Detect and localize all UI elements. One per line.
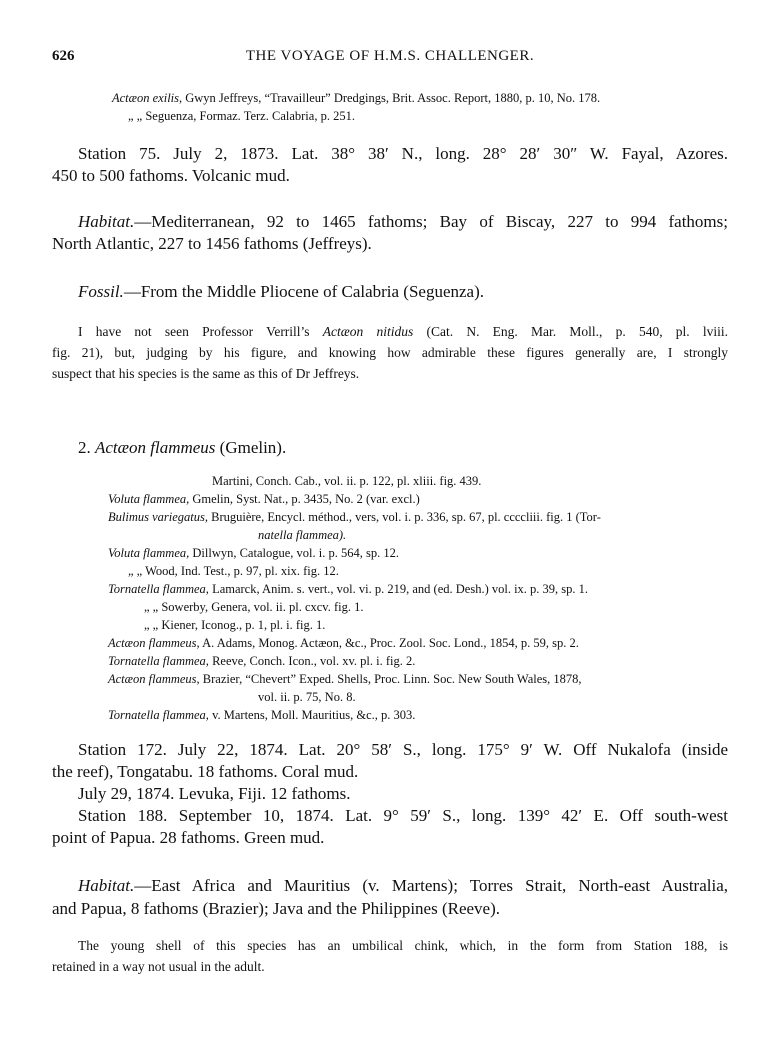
note-paragraph: suspect that his species is the same as this of Dr Jeffreys. (52, 366, 360, 381)
synonym-line: Tornatella flammea, Lamarck, Anim. s. vert., vol. vi. p. 219, and (ed. Desh.) vol. ix. p. 39, sp. 1. (108, 582, 589, 596)
synonym-line: Actæon flammeus, Brazier, “Chevert” Exped. Shells, Proc. Linn. Soc. New South Wales, 1878, (108, 672, 582, 686)
station-line: Station 75. July 2, 1873. Lat. 38° 38′ N., long. 28° 28′ 30″ W. Fayal, Azores. (78, 144, 728, 163)
synonym-line: „ „ Kiener, Iconog., p. 1, pl. i. fig. 1. (144, 618, 326, 632)
synonym-line: natella flammea). (258, 528, 347, 542)
note-paragraph: retained in a way not usual in the adult. (52, 959, 265, 974)
synonym-line: Actæon flammeus, A. Adams, Monog. Actæon, &c., Proc. Zool. Soc. Lond., 1854, p. 59, sp. 2. (108, 636, 579, 650)
synonym-line: „ „ Sowerby, Genera, vol. ii. pl. cxcv. fig. 1. (144, 600, 364, 614)
synonym-line: Martini, Conch. Cab., vol. ii. p. 122, pl. xliii. fig. 439. (212, 474, 482, 488)
note-paragraph: fig. 21), but, judging by his figure, and knowing how admirable these figures generally are, I strongly (52, 345, 728, 360)
note-paragraph: I have not seen Professor Verrill’s Actæon nitidus (Cat. N. Eng. Mar. Moll., p. 540, pl. lviii. (78, 324, 729, 339)
habitat-paragraph: and Papua, 8 fathoms (Brazier); Java and the Philippines (Reeve). (52, 899, 501, 918)
habitat-paragraph: Habitat.—East Africa and Mauritius (v. Martens); Torres Strait, North-east Australia, (78, 876, 728, 895)
station-line: point of Papua. 28 fathoms. Green mud. (52, 828, 325, 847)
habitat-paragraph: North Atlantic, 227 to 1456 fathoms (Jeffreys). (52, 234, 372, 253)
synonym-line: Voluta flammea, Dillwyn, Catalogue, vol. i. p. 564, sp. 12. (108, 546, 399, 560)
synonym-line: vol. ii. p. 75, No. 8. (258, 690, 356, 704)
station-line: the reef), Tongatabu. 18 fathoms. Coral mud. (52, 762, 359, 781)
station-line: Station 172. July 22, 1874. Lat. 20° 58′ S., long. 175° 9′ W. Off Nukalofa (inside (78, 740, 728, 759)
running-title: THE VOYAGE OF H.M.S. CHALLENGER. (245, 48, 535, 64)
page-number: 626 (52, 48, 75, 64)
species-heading: 2. Actæon flammeus (Gmelin). (78, 438, 287, 457)
synonym-line: Tornatella flammea, v. Martens, Moll. Mauritius, &c., p. 303. (108, 708, 416, 722)
reference-line: Actæon exilis, Gwyn Jeffreys, “Travailleur” Dredgings, Brit. Assoc. Report, 1880, p. 10, No. 178. (112, 91, 601, 105)
synonym-line: „ „ Wood, Ind. Test., p. 97, pl. xix. fig. 12. (128, 564, 339, 578)
synonym-line: Bulimus variegatus, Bruguière, Encycl. méthod., vers, vol. i. p. 336, sp. 67, pl. ccccliii. fig. 1 (Tor- (108, 510, 601, 524)
station-line: Station 188. September 10, 1874. Lat. 9° 59′ S., long. 139° 42′ E. Off south-west (78, 806, 728, 825)
fossil-paragraph: Fossil.—From the Middle Pliocene of Calabria (Seguenza). (78, 282, 485, 301)
synonym-line: Voluta flammea, Gmelin, Syst. Nat., p. 3435, No. 2 (var. excl.) (108, 492, 420, 506)
station-line: July 29, 1874. Levuka, Fiji. 12 fathoms. (78, 784, 351, 803)
reference-line: „ „ Seguenza, Formaz. Terz. Calabria, p. 251. (128, 109, 355, 123)
running-header (52, 48, 728, 68)
note-paragraph: The young shell of this species has an umbilical chink, which, in the form from Station 188, is (78, 938, 728, 953)
habitat-paragraph: Habitat.—Mediterranean, 92 to 1465 fathoms; Bay of Biscay, 227 to 994 fathoms; (78, 212, 728, 231)
synonym-line: Tornatella flammea, Reeve, Conch. Icon., vol. xv. pl. i. fig. 2. (108, 654, 416, 668)
station-line: 450 to 500 fathoms. Volcanic mud. (52, 166, 290, 185)
